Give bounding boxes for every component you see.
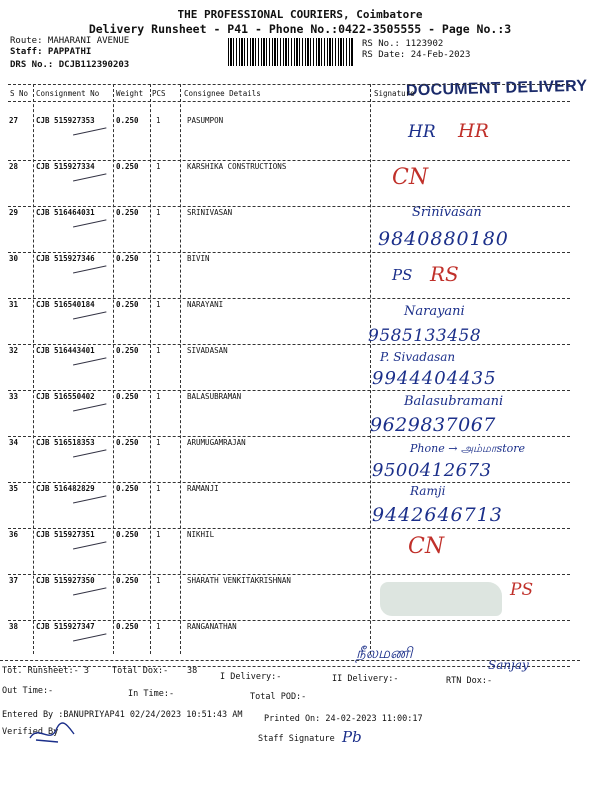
row-sno: 27 — [9, 116, 19, 125]
handwritten-signature: நீலமணி — [356, 644, 413, 662]
row-consignee: PASUMPON — [187, 116, 224, 125]
row-weight: 0.250 — [116, 530, 139, 539]
row-separator — [8, 252, 570, 253]
row-consignee: RAMANJI — [187, 484, 219, 493]
handwritten-signature: RS — [430, 262, 459, 286]
handwritten-signature: HR — [458, 120, 489, 142]
column-divider — [33, 84, 34, 654]
row-pcs: 1 — [156, 116, 161, 125]
document-delivery-stamp: DOCUMENT DELIVERY — [405, 77, 588, 100]
handwritten-note: Phone → அம்மாstore — [410, 442, 526, 455]
handwritten-phone: 9442646713 — [372, 504, 503, 526]
row-weight: 0.250 — [116, 438, 139, 447]
in-time: In Time:- — [128, 689, 175, 699]
row-sno: 30 — [9, 254, 19, 263]
handwritten-signature: Ramji — [410, 484, 446, 498]
row-separator — [8, 574, 570, 575]
row-weight: 0.250 — [116, 576, 139, 585]
row-sno: 34 — [9, 438, 19, 447]
row-sno: 38 — [9, 622, 19, 631]
staff-label: Staff: PAPPATHI — [10, 47, 92, 57]
row-consignment-no: CJB 516540184 — [36, 300, 95, 309]
row-pcs: 1 — [156, 162, 161, 171]
row-sno: 29 — [9, 208, 19, 217]
row-pcs: 1 — [156, 208, 161, 217]
row-sno: 36 — [9, 530, 19, 539]
col-header-pcs: PCS — [152, 89, 166, 98]
handwritten-signature: CN — [392, 165, 429, 190]
row-separator — [8, 390, 570, 391]
row-sno: 37 — [9, 576, 19, 585]
handwritten-signature: Balasubramani — [404, 394, 504, 409]
row-pcs: 1 — [156, 346, 161, 355]
row-consignment-no: CJB 515927346 — [36, 254, 95, 263]
verified-by-signature — [28, 720, 78, 746]
handwritten-signature: CN — [408, 534, 445, 559]
row-weight: 0.250 — [116, 346, 139, 355]
row-sno: 33 — [9, 392, 19, 401]
ii-delivery: II Delivery:- — [332, 674, 399, 684]
i-delivery: I Delivery:- — [220, 672, 282, 682]
row-weight: 0.250 — [116, 208, 139, 217]
row-consignee: NARAYANI — [187, 300, 224, 309]
row-consignment-no: CJB 515927350 — [36, 576, 95, 585]
barcode — [228, 38, 354, 66]
row-weight: 0.250 — [116, 162, 139, 171]
row-weight: 0.250 — [116, 484, 139, 493]
company-title: THE PROFESSIONAL COURIERS, Coimbatore — [177, 8, 423, 21]
staff-signature: Pb — [342, 728, 362, 746]
route-label: Route: MAHARANI AVENUE — [10, 36, 130, 46]
row-consignment-no: CJB 516464031 — [36, 208, 95, 217]
row-pcs: 1 — [156, 438, 161, 447]
row-pcs: 1 — [156, 300, 161, 309]
handwritten-phone: 9629837067 — [370, 414, 496, 436]
row-consignee: ARUMUGAMRAJAN — [187, 438, 246, 447]
handwritten-signature: PS — [510, 580, 534, 600]
handwritten-signature: PS — [392, 266, 413, 284]
row-pcs: 1 — [156, 254, 161, 263]
row-consignee: SIVADASAN — [187, 346, 228, 355]
handwritten-signature: HR — [408, 122, 436, 142]
row-sno: 32 — [9, 346, 19, 355]
row-pcs: 1 — [156, 576, 161, 585]
verified-by: Verified By — [2, 727, 59, 737]
row-weight: 0.250 — [116, 622, 139, 631]
row-pcs: 1 — [156, 392, 161, 401]
row-separator — [8, 620, 570, 621]
staff-signature-label: Staff Signature — [258, 734, 335, 744]
row-consignee: BIVIN — [187, 254, 210, 263]
column-divider — [150, 84, 151, 654]
column-divider — [180, 84, 181, 654]
handwritten-phone: 9500412673 — [372, 460, 492, 481]
runsheet-subtitle: Delivery Runsheet - P41 - Phone No.:0422-3505555 - Page No.:3 — [88, 22, 512, 36]
row-separator — [8, 160, 570, 161]
total-pod: Total POD:- — [250, 692, 307, 702]
row-sno: 31 — [9, 300, 19, 309]
col-header-signature: Signature — [374, 89, 415, 98]
rs-date: RS Date: 24-Feb-2023 — [362, 50, 471, 60]
col-header-consignee: Consignee Details — [184, 89, 261, 98]
row-pcs: 1 — [156, 622, 161, 631]
col-header-sno: S No — [10, 89, 29, 98]
row-consignment-no: CJB 515927347 — [36, 622, 95, 631]
row-separator — [8, 436, 570, 437]
row-consignee: SRINIVASAN — [187, 208, 233, 217]
total-dox-label: Total Dox:- — [112, 666, 169, 676]
col-header-consignment: Consignment No — [36, 89, 100, 98]
handwritten-phone: 9944404435 — [372, 368, 497, 389]
rtn-dox: RTN Dox:- — [446, 676, 493, 686]
row-consignment-no: CJB 515927351 — [36, 530, 95, 539]
total-runsheet: Tot. Runsheet:- 3 — [2, 666, 89, 676]
row-separator — [8, 206, 570, 207]
row-weight: 0.250 — [116, 392, 139, 401]
col-header-weight: Weight — [116, 89, 144, 98]
row-pcs: 1 — [156, 530, 161, 539]
column-divider — [113, 84, 114, 654]
row-consignee: BALASUBRAMAN — [187, 392, 242, 401]
row-separator — [8, 528, 570, 529]
row-separator — [8, 344, 570, 345]
printed-on: Printed On: 24-02-2023 11:00:17 — [264, 714, 423, 724]
row-sno: 35 — [9, 484, 19, 493]
scribbled-signature-image — [380, 582, 502, 616]
row-consignment-no: CJB 515927353 — [36, 116, 95, 125]
row-weight: 0.250 — [116, 116, 139, 125]
row-consignment-no: CJB 516443401 — [36, 346, 95, 355]
entered-by: Entered By :BANUPRIYAP41 02/24/2023 10:51:43 AM — [2, 710, 243, 720]
table-header-rule — [8, 101, 570, 102]
row-consignee: RANGANATHAN — [187, 622, 237, 631]
row-separator — [8, 482, 570, 483]
total-dox-value: 38 — [187, 666, 198, 676]
handwritten-phone: 9585133458 — [368, 326, 482, 346]
table-top-rule — [8, 84, 570, 85]
handwritten-phone: 9840880180 — [378, 228, 509, 250]
row-sno: 28 — [9, 162, 19, 171]
column-divider — [370, 84, 371, 654]
row-consignee: SHARATH VENKITAKRISHNAN — [187, 576, 291, 585]
drs-number: DRS No.: DCJB112390203 — [10, 60, 130, 70]
row-separator — [8, 666, 570, 667]
row-consignee: KARSHIKA CONSTRUCTIONS — [187, 162, 287, 171]
row-consignment-no: CJB 516550402 — [36, 392, 95, 401]
row-weight: 0.250 — [116, 254, 139, 263]
row-consignment-no: CJB 516518353 — [36, 438, 95, 447]
out-time: Out Time:- — [2, 686, 54, 696]
row-separator — [8, 298, 570, 299]
row-consignment-no: CJB 516482829 — [36, 484, 95, 493]
row-consignment-no: CJB 515927334 — [36, 162, 95, 171]
handwritten-signature: Sanjay — [488, 658, 529, 672]
row-weight: 0.250 — [116, 300, 139, 309]
footer-rule — [0, 660, 580, 661]
row-pcs: 1 — [156, 484, 161, 493]
handwritten-signature: P. Sivadasan — [380, 350, 456, 364]
handwritten-signature: Narayani — [404, 304, 465, 319]
rs-number: RS No.: 1123902 — [362, 39, 444, 49]
handwritten-signature: Srinivasan — [412, 205, 482, 220]
row-consignee: NIKHIL — [187, 530, 215, 539]
